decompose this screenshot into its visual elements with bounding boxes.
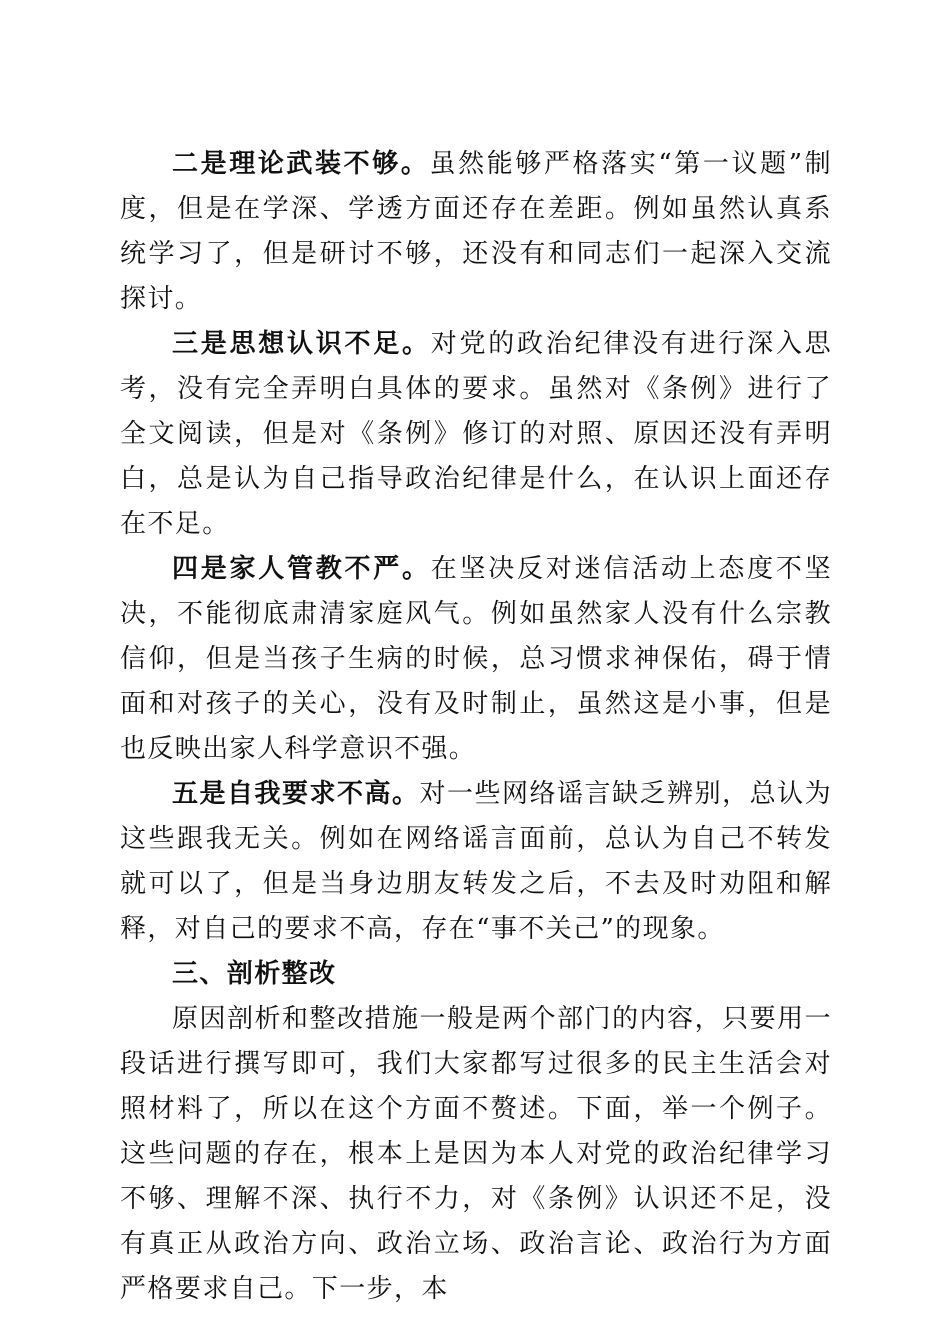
paragraph-body: 虽然能够严格落实“第一议题”制度，但是在学深、学透方面还存在差距。例如虽然认真系统学习了，但是研讨不够，还没有和同志们一起深入交流探讨。 — [120, 149, 832, 314]
paragraph-lead: 四是家人管教不严。 — [172, 554, 431, 584]
paragraph-body: 在坚决反对迷信活动上态度不坚决，不能彻底肃清家庭风气。例如虽然家人没有什么宗教信仰，但是当孩子生病的时候，总习惯求神保佑，碍于情面和对孩子的关心，没有及时制止，虽然这是小事，但是也反映出家人科学意识不强。 — [120, 554, 832, 764]
paragraph-self-requirement — [120, 772, 832, 952]
paragraph-body: 对党的政治纪律没有进行深入思考，没有完全弄明白具体的要求。虽然对《条例》进行了全文阅读，但是对《条例》修订的对照、原因还没有弄明白，总是认为自己指导政治纪律是什么，在认识上面还存在不足。 — [120, 329, 832, 539]
section-heading: 三、剖析整改 — [172, 959, 337, 989]
paragraph-theory — [120, 142, 832, 322]
section-body: 原因剖析和整改措施一般是两个部门的内容，只要用一段话进行撰写即可，我们大家都写过很多的民主生活会对照材料了，所以在这个方面不赘述。下面，举一个例子。这些问题的存在，根本上是因为本人对党的政治纪律学习不够、理解不深、执行不力，对《条例》认识还不足，没有真正从政治方向、政治立场、政治言论、政治行为方面严格要求自己。下一步，本 — [120, 1004, 832, 1304]
paragraph-lead: 五是自我要求不高。 — [172, 779, 420, 809]
paragraph-lead: 二是理论武装不够。 — [172, 149, 430, 179]
paragraph-lead: 三是思想认识不足。 — [172, 329, 431, 359]
paragraph-thinking — [120, 322, 832, 547]
document-page — [120, 142, 832, 1312]
paragraph-family — [120, 547, 832, 772]
paragraph-body: 对一些网络谣言缺乏辨别，总认为这些跟我无关。例如在网络谣言面前，总认为自己不转发就可以了，但是当身边朋友转发之后，不去及时劝阻和解释，对自己的要求不高，存在“事不关己”的现象。 — [120, 779, 832, 944]
